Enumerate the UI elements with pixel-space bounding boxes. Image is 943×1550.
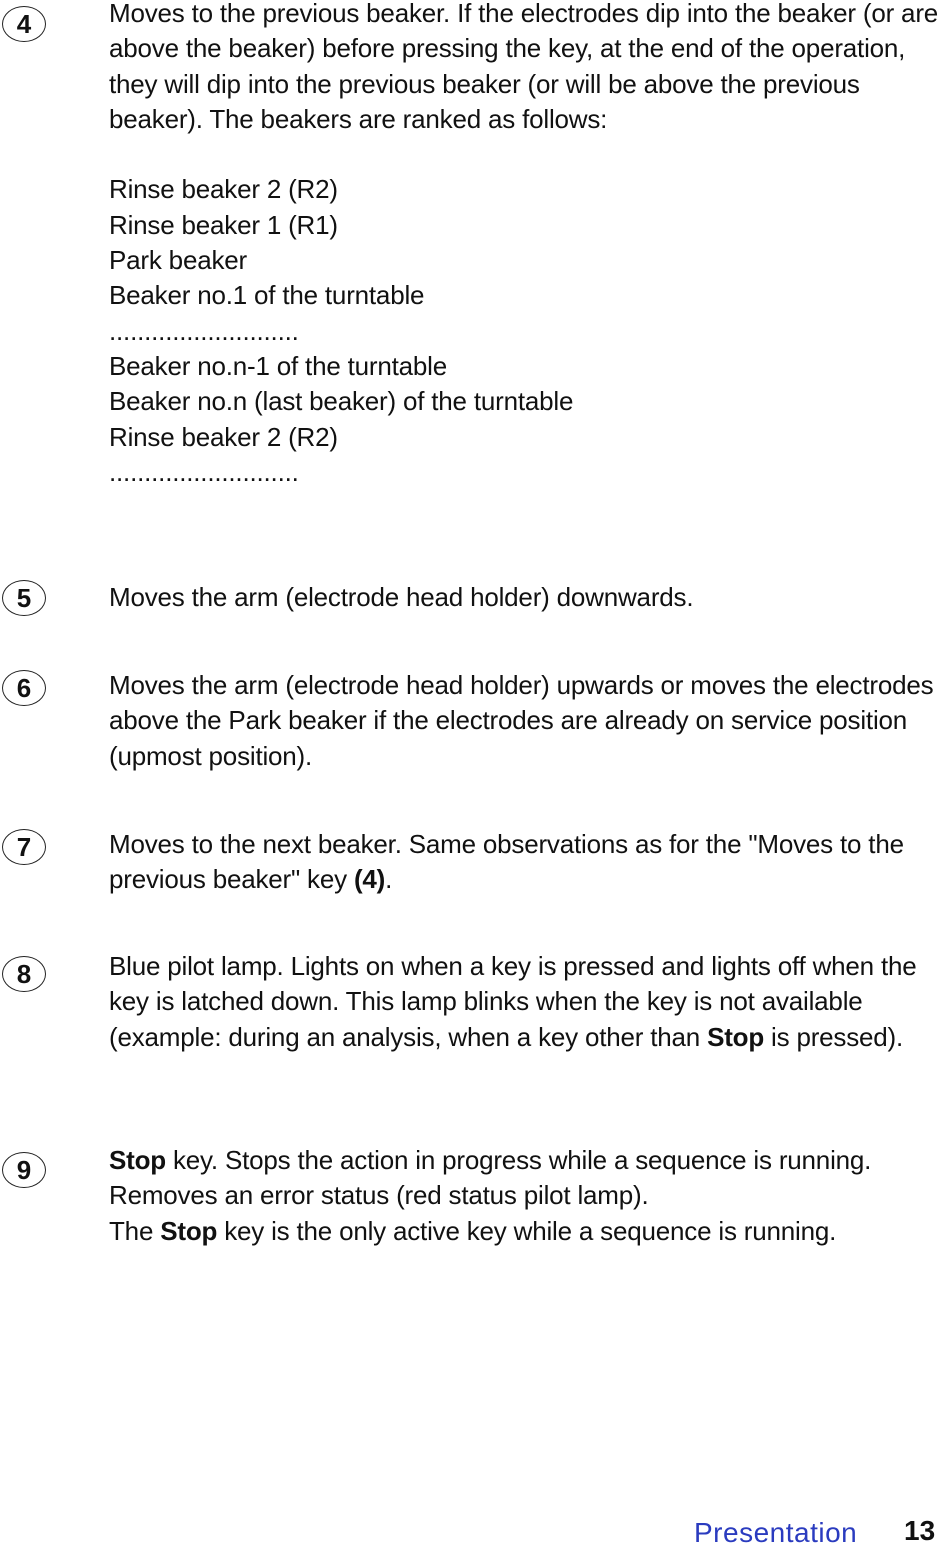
beaker-list-entry: Beaker no.n-1 of the turntable bbox=[109, 350, 448, 381]
item-paragraph: Moves to the previous beaker. If the electrodes dip into the beaker (or are above the beaker) before pressing the key, at the end of the operation, they will dip into the previous beaker (or will be above the previous beaker). The beakers are ranked as follows: bbox=[109, 0, 939, 134]
item-paragraph bbox=[109, 827, 943, 898]
text-run: key. Stops the action in progress while a sequence is running. Removes an error status (red status pilot lamp). bbox=[109, 1145, 872, 1211]
text-run: key is the only active key while a sequence is running. bbox=[217, 1215, 837, 1246]
item-paragraph bbox=[109, 1214, 943, 1249]
beaker-list-entry: ........................... bbox=[109, 315, 299, 346]
item-paragraph bbox=[109, 949, 943, 1055]
beaker-list-entry: Beaker no.n (last beaker) of the turntable bbox=[109, 386, 574, 417]
stop-key-label: Stop bbox=[707, 1021, 765, 1052]
beaker-list-entry: Rinse beaker 2 (R2) bbox=[109, 421, 338, 452]
item-description bbox=[109, 949, 943, 1055]
beaker-list-entry: Park beaker bbox=[109, 245, 247, 276]
stop-key-label: Stop bbox=[160, 1215, 218, 1246]
text-run: is pressed). bbox=[764, 1021, 904, 1052]
item-paragraph bbox=[109, 1143, 943, 1214]
item-number-badge: 7 bbox=[2, 829, 46, 865]
beaker-list-entry: ........................... bbox=[109, 456, 299, 487]
beaker-list-entry: Rinse beaker 2 (R2) bbox=[109, 174, 338, 205]
text-run: The bbox=[109, 1215, 161, 1246]
footer-page-number: 13 bbox=[904, 1515, 936, 1546]
stop-key-label: Stop bbox=[109, 1145, 166, 1175]
item-description bbox=[109, 580, 943, 615]
item-number-badge: 8 bbox=[2, 956, 46, 992]
key-reference: (4) bbox=[353, 864, 386, 895]
item-description bbox=[109, 668, 943, 774]
spacer bbox=[109, 137, 943, 172]
item-description bbox=[109, 1143, 943, 1249]
footer-section-title: Presentation bbox=[694, 1517, 858, 1548]
beaker-list-entry: Beaker no.1 of the turntable bbox=[109, 280, 425, 311]
item-paragraph: Moves the arm (electrode head holder) downwards. bbox=[109, 582, 694, 612]
item-number-badge: 9 bbox=[2, 1152, 46, 1188]
item-number-badge: 4 bbox=[2, 6, 46, 42]
text-run: . bbox=[385, 864, 393, 895]
text-run: Moves to the next beaker. Same observations as for the "Moves to the previous beaker" key bbox=[109, 829, 904, 895]
item-paragraph: Moves the arm (electrode head holder) upwards or moves the electrodes above the Park beaker if the electrodes are already on service position (upmost position). bbox=[109, 670, 934, 771]
text-run: Blue pilot lamp. Lights on when a key is pressed and lights off when the key is latched down. This lamp blinks when the key is not available (example: during an analysis, when a key other than bbox=[109, 951, 917, 1052]
item-number-badge: 6 bbox=[2, 670, 46, 706]
item-number-badge: 5 bbox=[2, 580, 46, 616]
item-description bbox=[109, 0, 943, 490]
item-description bbox=[109, 827, 943, 898]
beaker-list-entry: Rinse beaker 1 (R1) bbox=[109, 209, 338, 240]
